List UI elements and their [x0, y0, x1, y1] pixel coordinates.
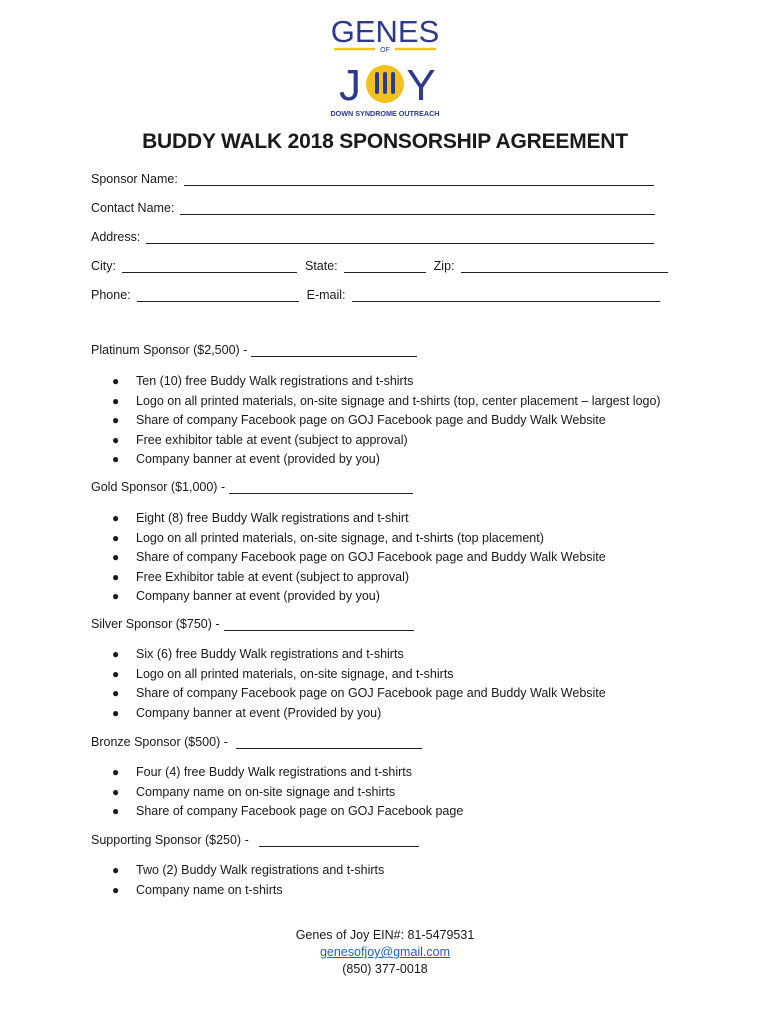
supporting-sponsor-row — [91, 833, 419, 847]
bullet-icon: ● — [112, 784, 120, 799]
list-item: ● Eight (8) free Buddy Walk registrations and t-shirt — [112, 509, 606, 529]
list-item: ● Share of company Facebook page on GOJ Facebook page and Buddy Walk Website — [112, 548, 606, 568]
list-item: ● Four (4) free Buddy Walk registrations and t-shirts — [112, 763, 463, 783]
state-field[interactable] — [344, 260, 426, 273]
gold-benefits — [112, 509, 606, 607]
bullet-icon: ● — [112, 705, 120, 720]
address-row — [91, 230, 654, 244]
logo-letter-y: Y — [406, 61, 436, 110]
list-item: ● Free exhibitor table at event (subject to approval) — [112, 431, 661, 451]
bronze-sponsor-row — [91, 735, 422, 749]
sponsor-name-field[interactable] — [184, 173, 654, 186]
zip-label: Zip: — [433, 259, 455, 273]
bullet-icon: ● — [112, 569, 120, 584]
contact-name-row — [91, 201, 655, 215]
bronze-sponsor-field[interactable] — [236, 736, 422, 749]
list-item: ● Logo on all printed materials, on-site signage, and t-shirts — [112, 665, 606, 685]
bullet-icon: ● — [112, 413, 120, 427]
bullet-icon: ● — [112, 863, 120, 877]
footer-email-link[interactable]: genesofjoy@gmail.com — [319, 945, 451, 959]
bullet-icon: ● — [112, 765, 120, 779]
footer — [0, 927, 770, 978]
platinum-sponsor-field[interactable] — [251, 344, 417, 357]
zip-field[interactable] — [461, 260, 668, 273]
supporting-sponsor-field[interactable] — [259, 834, 419, 847]
silver-sponsor-label: Silver Sponsor ($750) - — [91, 617, 220, 631]
logo-graphic — [330, 12, 440, 120]
address-label: Address: — [91, 230, 141, 244]
sponsor-name-label: Sponsor Name: — [91, 172, 178, 186]
bullet-icon: ● — [112, 530, 120, 545]
logo-tagline: DOWN SYNDROME OUTREACH — [330, 109, 440, 118]
bullet-icon: ● — [112, 550, 120, 564]
address-field[interactable] — [146, 231, 654, 244]
platinum-sponsor-row — [91, 343, 417, 357]
platinum-benefits — [112, 372, 661, 470]
city-field[interactable] — [122, 260, 297, 273]
footer-ein: Genes of Joy EIN#: 81-5479531 — [295, 928, 475, 942]
footer-phone: (850) 377-0018 — [342, 962, 428, 976]
list-item: ● Share of company Facebook page on GOJ Facebook page and Buddy Walk Website — [112, 411, 661, 431]
gold-sponsor-label: Gold Sponsor ($1,000) - — [91, 480, 226, 494]
bullet-icon: ● — [112, 393, 120, 408]
list-item: ● Logo on all printed materials, on-site signage, and t-shirts (top placement) — [112, 529, 606, 549]
list-item: ● Ten (10) free Buddy Walk registrations and t-shirts — [112, 372, 661, 392]
list-item: ● Company banner at event (provided by you) — [112, 587, 606, 607]
platinum-sponsor-label: Platinum Sponsor ($2,500) - — [91, 343, 248, 357]
contact-name-field[interactable] — [180, 202, 655, 215]
sponsor-name-row — [91, 172, 654, 186]
list-item: ● Free Exhibitor table at event (subject to approval) — [112, 568, 606, 588]
page-title: BUDDY WALK 2018 SPONSORSHIP AGREEMENT — [142, 130, 628, 153]
city-state-zip-row — [91, 259, 668, 273]
bullet-icon: ● — [112, 374, 120, 388]
email-label: E-mail: — [306, 288, 346, 302]
bullet-icon: ● — [112, 647, 120, 661]
bullet-icon: ● — [112, 666, 120, 681]
gold-sponsor-field[interactable] — [229, 481, 413, 494]
state-label: State: — [305, 259, 338, 273]
list-item: ● Company banner at event (Provided by you) — [112, 704, 606, 724]
logo-letter-j: J — [339, 61, 361, 110]
bullet-icon: ● — [112, 452, 120, 466]
gold-sponsor-row — [91, 480, 413, 494]
bullet-icon: ● — [112, 511, 120, 525]
bronze-sponsor-label: Bronze Sponsor ($500) - — [91, 735, 228, 749]
silver-benefits — [112, 645, 606, 723]
list-item: ● Company name on on-site signage and t-shirts — [112, 783, 463, 803]
logo-top-text: GENES — [330, 14, 440, 49]
list-item: ● Company name on t-shirts — [112, 881, 384, 901]
list-item: ● Logo on all printed materials, on-site signage and t-shirts (top, center placement – largest logo) — [112, 392, 661, 412]
phone-label: Phone: — [91, 288, 131, 302]
silver-sponsor-row — [91, 617, 414, 631]
contact-name-label: Contact Name: — [91, 201, 175, 215]
bullet-icon: ● — [112, 589, 120, 603]
genes-of-joy-logo — [330, 12, 440, 120]
list-item: ● Two (2) Buddy Walk registrations and t-shirts — [112, 861, 384, 881]
bullet-icon: ● — [112, 882, 120, 897]
bullet-icon: ● — [112, 432, 120, 447]
silver-sponsor-field[interactable] — [224, 618, 414, 631]
bullet-icon: ● — [112, 686, 120, 700]
supporting-benefits — [112, 861, 384, 900]
logo-of-text: OF — [380, 47, 390, 54]
email-field[interactable] — [352, 289, 660, 302]
phone-field[interactable] — [137, 289, 299, 302]
phone-email-row — [91, 288, 660, 302]
city-label: City: — [91, 259, 116, 273]
supporting-sponsor-label: Supporting Sponsor ($250) - — [91, 833, 249, 847]
bronze-benefits — [112, 763, 463, 822]
list-item: ● Company banner at event (provided by you) — [112, 450, 661, 470]
list-item: ● Share of company Facebook page on GOJ Facebook page — [112, 802, 463, 822]
list-item: ● Share of company Facebook page on GOJ Facebook page and Buddy Walk Website — [112, 684, 606, 704]
list-item: ● Six (6) free Buddy Walk registrations and t-shirts — [112, 645, 606, 665]
bullet-icon: ● — [112, 804, 120, 818]
